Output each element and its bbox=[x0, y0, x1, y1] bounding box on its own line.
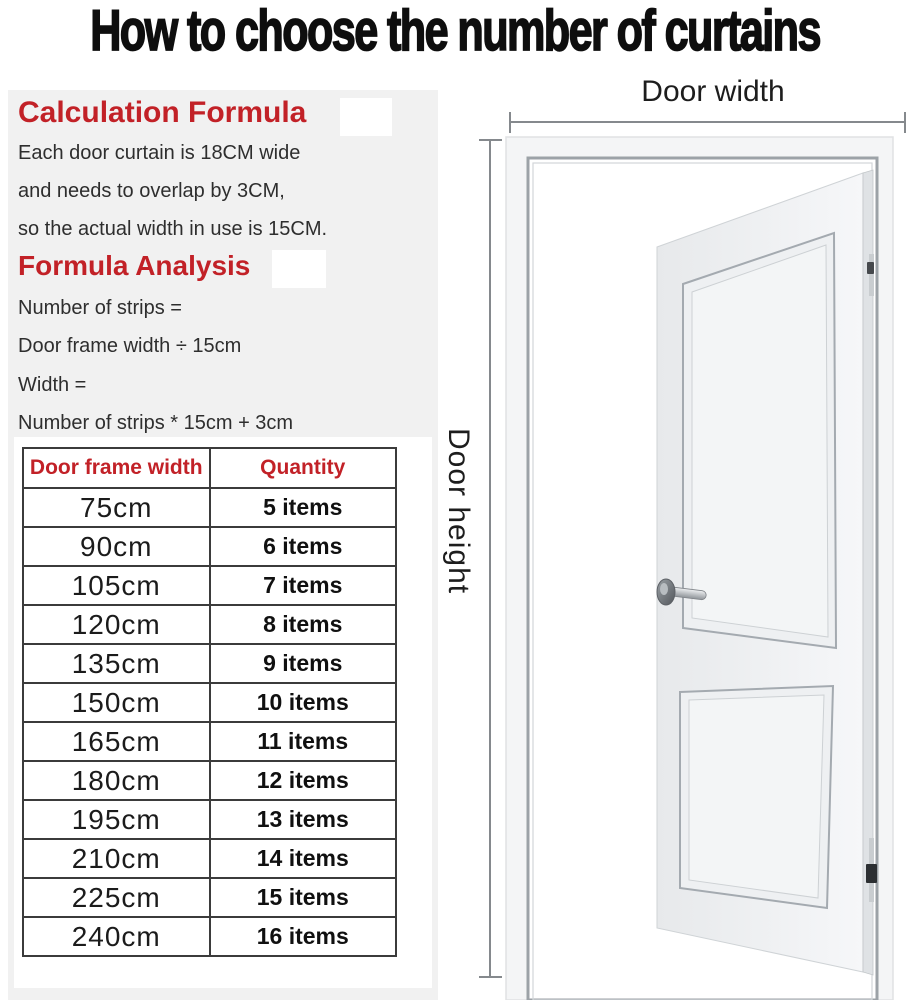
table-row bbox=[23, 527, 396, 566]
cell-width: 135cm bbox=[23, 644, 210, 683]
formula-text-line: Each door curtain is 18CM wide bbox=[18, 142, 301, 164]
cell-width: 75cm bbox=[23, 488, 210, 527]
left-panel bbox=[8, 90, 438, 1000]
door-diagram bbox=[440, 70, 910, 1000]
table-header-row bbox=[23, 448, 396, 488]
table-row bbox=[23, 878, 396, 917]
whiteout-patch bbox=[272, 250, 326, 288]
page-title: How to choose the number of curtains bbox=[90, 0, 820, 63]
width-dimension-line bbox=[510, 112, 905, 133]
calculation-formula-heading: Calculation Formula bbox=[18, 96, 307, 129]
cell-quantity: 7 items bbox=[210, 566, 397, 605]
cell-width: 105cm bbox=[23, 566, 210, 605]
cell-quantity: 9 items bbox=[210, 644, 397, 683]
cell-width: 210cm bbox=[23, 839, 210, 878]
door-slab bbox=[657, 170, 877, 975]
cell-quantity: 5 items bbox=[210, 488, 397, 527]
cell-quantity: 14 items bbox=[210, 839, 397, 878]
table-row bbox=[23, 683, 396, 722]
door-illustration bbox=[440, 70, 910, 1000]
door-width-label: Door width bbox=[641, 75, 785, 108]
cell-width: 240cm bbox=[23, 917, 210, 956]
table-row bbox=[23, 566, 396, 605]
cell-width: 195cm bbox=[23, 800, 210, 839]
table-row bbox=[23, 800, 396, 839]
header-door-frame-width: Door frame width bbox=[23, 448, 210, 488]
door-panel-lower bbox=[680, 686, 833, 908]
cell-quantity: 6 items bbox=[210, 527, 397, 566]
cell-quantity: 8 items bbox=[210, 605, 397, 644]
table-row bbox=[23, 761, 396, 800]
cell-width: 120cm bbox=[23, 605, 210, 644]
analysis-text-line: Number of strips * 15cm + 3cm bbox=[18, 412, 294, 434]
table-row bbox=[23, 605, 396, 644]
table-row bbox=[23, 917, 396, 956]
cell-quantity: 13 items bbox=[210, 800, 397, 839]
cell-quantity: 10 items bbox=[210, 683, 397, 722]
door-height-label: Door height bbox=[442, 428, 475, 595]
table-row bbox=[23, 488, 396, 527]
cell-width: 180cm bbox=[23, 761, 210, 800]
analysis-text-line: Door frame width ÷ 15cm bbox=[18, 335, 242, 357]
height-dimension-line bbox=[479, 140, 502, 977]
cell-width: 225cm bbox=[23, 878, 210, 917]
analysis-text-line: Width = bbox=[18, 374, 87, 396]
table-card bbox=[14, 437, 432, 988]
cell-width: 165cm bbox=[23, 722, 210, 761]
formula-analysis-heading: Formula Analysis bbox=[18, 250, 251, 281]
title-bar bbox=[0, 0, 910, 62]
cell-quantity: 11 items bbox=[210, 722, 397, 761]
whiteout-patch bbox=[340, 98, 392, 136]
formula-text-line: and needs to overlap by 3CM, bbox=[18, 180, 285, 202]
cell-width: 150cm bbox=[23, 683, 210, 722]
table-row bbox=[23, 644, 396, 683]
table-row bbox=[23, 722, 396, 761]
table-row bbox=[23, 839, 396, 878]
cell-width: 90cm bbox=[23, 527, 210, 566]
cell-quantity: 16 items bbox=[210, 917, 397, 956]
door-panel-upper bbox=[683, 233, 836, 648]
analysis-text-line: Number of strips = bbox=[18, 297, 182, 319]
quantity-table bbox=[22, 447, 397, 957]
cell-quantity: 15 items bbox=[210, 878, 397, 917]
header-quantity: Quantity bbox=[210, 448, 397, 488]
formula-text-line: so the actual width in use is 15CM. bbox=[18, 218, 328, 240]
cell-quantity: 12 items bbox=[210, 761, 397, 800]
